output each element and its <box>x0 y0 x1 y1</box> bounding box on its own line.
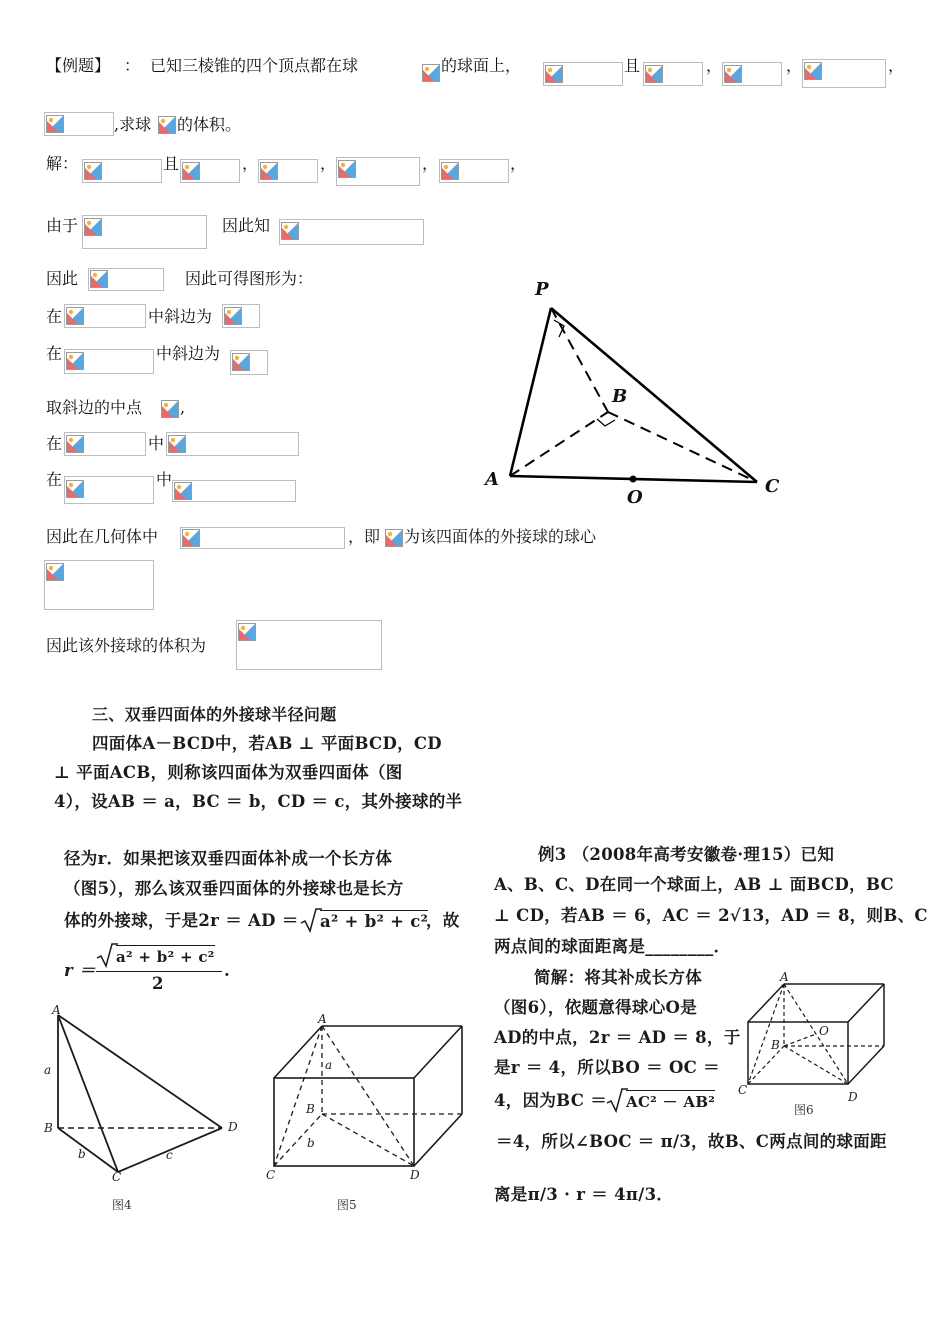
broken-image-icon <box>422 64 440 82</box>
formula-placeholder <box>279 219 424 245</box>
label-o: O <box>627 487 643 508</box>
solution-zhong: 中 <box>156 470 173 489</box>
broken-image-icon <box>46 115 64 133</box>
fig5-label-a: A <box>318 1012 327 1026</box>
example-ask2: 的体积。 <box>177 115 242 134</box>
box-front <box>274 1078 414 1166</box>
r-equals: r ＝ <box>64 961 96 980</box>
section3-line: 4），设AB ＝ a，BC ＝ b，CD ＝ c，其外接球的半 <box>54 792 463 811</box>
sqrt-sign <box>606 1086 628 1114</box>
solution-zai: 在 <box>46 434 63 453</box>
broken-image-icon <box>158 116 176 134</box>
broken-image-icon <box>84 162 102 180</box>
solution-zhong-xiebian: 中斜边为 <box>148 307 213 326</box>
solution-jihe-1: 因此在几何体中 <box>46 527 159 546</box>
solution-yinci-zhi: 因此知 <box>222 216 271 235</box>
ex3-sol-line: 简解：将其补成长方体 <box>534 968 702 987</box>
fig5-label-edge-b: b <box>307 1136 315 1150</box>
solution-jihe-3: 为该四面体的外接球的球心 <box>404 527 597 546</box>
label-p: P <box>535 279 549 300</box>
sqrt-sign <box>300 906 322 934</box>
figure-6 <box>740 974 890 1104</box>
fig4-label-edge-b: b <box>78 1147 86 1161</box>
section3-line: 径为r．如果把该双垂四面体补成一个长方体 <box>64 849 393 868</box>
fig4-label-edge-c: c <box>166 1148 173 1162</box>
broken-image-icon <box>182 529 200 547</box>
edge-pa <box>510 308 551 476</box>
ex3-sol-line: AD的中点，2r ＝ AD ＝ 8，于 <box>494 1028 741 1047</box>
fraction-numerator: a² + b² + c² <box>116 945 215 968</box>
example-ask: ,求球 <box>114 115 152 134</box>
section3-title: 三、双垂四面体的外接球半径问题 <box>92 705 337 724</box>
ex3-sol-line: （图6），依题意得球心O是 <box>494 998 698 1017</box>
fig4-label-d: D <box>228 1120 238 1134</box>
diag-ad <box>322 1026 414 1166</box>
broken-image-icon <box>260 162 278 180</box>
fig6-label-o: O <box>819 1024 829 1038</box>
ex3-sol-line: 是r ＝ 4，所以BO ＝ OC ＝ <box>494 1058 720 1077</box>
label-a: A <box>485 469 499 490</box>
fig5-label-edge-a: a <box>325 1058 333 1072</box>
solution-volume: 因此该外接球的体积为 <box>46 636 207 655</box>
solution-qie: 且 <box>163 154 180 173</box>
example-text1: 已知三棱锥的四个顶点都在球 <box>150 56 359 75</box>
sqrt-sign <box>96 941 118 969</box>
figure-4 <box>40 1000 260 1190</box>
broken-image-icon <box>161 400 179 418</box>
figure-5 <box>266 1018 476 1178</box>
ex3-last: 离是π/3 · r ＝ 4π/3． <box>494 1185 674 1204</box>
ex3-sol-line: 4，因为BC ＝ <box>494 1091 608 1110</box>
comma: ， <box>422 154 439 173</box>
broken-image-icon <box>545 65 563 83</box>
broken-image-icon <box>804 62 822 80</box>
ex3-line: ⊥ CD，若AB ＝ 6，AC ＝ 2√13，AD ＝ 8，则B、C <box>494 906 928 925</box>
comma: ， <box>786 56 803 75</box>
ex3-line: 例3 （2008年高考安徽卷·理15）已知 <box>538 845 835 864</box>
comma: , <box>180 398 186 417</box>
broken-image-icon <box>645 65 663 83</box>
edge-ab <box>510 412 608 476</box>
ex3-line: A、B、C、D在同一个球面上，AB ⊥ 面BCD，BC <box>494 875 894 894</box>
broken-image-icon <box>238 623 256 641</box>
fig6-caption: 图6 <box>794 1103 814 1117</box>
point-o <box>630 476 637 483</box>
fig6-label-d: D <box>848 1090 858 1104</box>
edge-ad <box>58 1015 222 1128</box>
right-angle-p <box>554 320 564 337</box>
section3-line: （图5），那么该双垂四面体的外接球也是长方 <box>64 879 404 898</box>
broken-image-icon <box>66 480 84 498</box>
edge-pc <box>551 308 757 482</box>
broken-image-icon <box>338 160 356 178</box>
fig6-label-a: A <box>780 970 789 984</box>
solution-zhong-xiebian: 中斜边为 <box>156 344 221 363</box>
fig4-label-a: A <box>52 1003 61 1017</box>
fig5-caption: 图5 <box>337 1198 357 1212</box>
fig4-caption: 图4 <box>112 1198 132 1212</box>
right-angle-b <box>597 419 615 426</box>
fraction-denominator: 2 <box>152 974 164 993</box>
fig6-label-c: C <box>738 1083 748 1097</box>
comma: ， <box>242 154 259 173</box>
ex3-line: 两点间的球面距离是________． <box>494 937 731 956</box>
fig6-label-b: B <box>771 1038 780 1052</box>
example-qie: 且 <box>624 56 641 75</box>
broken-image-icon <box>90 270 108 288</box>
fig4-label-edge-a: a <box>44 1063 52 1077</box>
sqrt-expression: a² + b² + c² <box>320 912 429 931</box>
broken-image-icon <box>46 563 64 581</box>
fig5-label-c: C <box>266 1168 276 1182</box>
comma: ， <box>510 154 527 173</box>
broken-image-icon <box>441 162 459 180</box>
tetrahedron-figure <box>470 270 800 520</box>
broken-image-icon <box>66 307 84 325</box>
solution-jihe-2: ，即 <box>348 527 381 546</box>
solution-zai: 在 <box>46 344 63 363</box>
example-text2: 的球面上， <box>441 56 522 75</box>
period: . <box>224 961 231 980</box>
fig4-label-c: C <box>112 1170 122 1184</box>
edge-ac <box>58 1015 118 1172</box>
formula-placeholder <box>180 527 345 549</box>
fraction-bar <box>96 971 222 972</box>
broken-image-icon <box>224 307 242 325</box>
fig4-label-b: B <box>44 1121 53 1135</box>
broken-image-icon <box>182 162 200 180</box>
example-sep: ： <box>124 56 141 75</box>
diag-bd <box>322 1114 414 1166</box>
comma: ， <box>320 154 337 173</box>
label-c: C <box>765 476 780 497</box>
edge-bc <box>608 412 757 482</box>
example-heading: 【例题】 <box>46 56 111 75</box>
broken-image-icon <box>66 435 84 453</box>
broken-image-icon <box>385 529 403 547</box>
solution-zhong: 中 <box>148 434 165 453</box>
solution-zai: 在 <box>46 307 63 326</box>
section3-line: 四面体A－BCD中，若AB ⊥ 平面BCD，CD <box>92 734 442 753</box>
broken-image-icon <box>66 352 84 370</box>
diag-ac <box>274 1026 322 1166</box>
ex3-line-end: ＝4，所以∠BOC ＝ π/3，故B、C两点间的球面距 <box>496 1132 887 1151</box>
broken-image-icon <box>168 435 186 453</box>
sqrt-expression: AC² － AB² <box>626 1090 715 1113</box>
section3-tail: ，故 <box>426 911 460 930</box>
comma: ， <box>888 56 905 75</box>
fig5-label-d: D <box>410 1168 420 1182</box>
solution-zai: 在 <box>46 470 63 489</box>
solution-youyu: 由于 <box>46 216 79 235</box>
solution-tuxing: 因此可得图形为： <box>185 269 314 288</box>
solution-yinci: 因此 <box>46 269 79 288</box>
broken-image-icon <box>281 222 299 240</box>
fig5-label-b: B <box>306 1102 315 1116</box>
broken-image-icon <box>232 353 250 371</box>
broken-image-icon <box>724 65 742 83</box>
section3-line: ⊥ 平面ACB，则称该四面体为双垂四面体（图 <box>54 763 403 782</box>
formula-placeholder <box>236 620 382 670</box>
label-b: B <box>612 386 628 407</box>
solution-jie: 解： <box>46 154 79 173</box>
comma: ， <box>706 56 723 75</box>
section3-line: 体的外接球，于是2r ＝ AD ＝ <box>64 911 299 930</box>
solution-qu-zhongdian: 取斜边的中点 <box>46 398 143 417</box>
broken-image-icon <box>84 218 102 236</box>
broken-image-icon <box>174 482 192 500</box>
